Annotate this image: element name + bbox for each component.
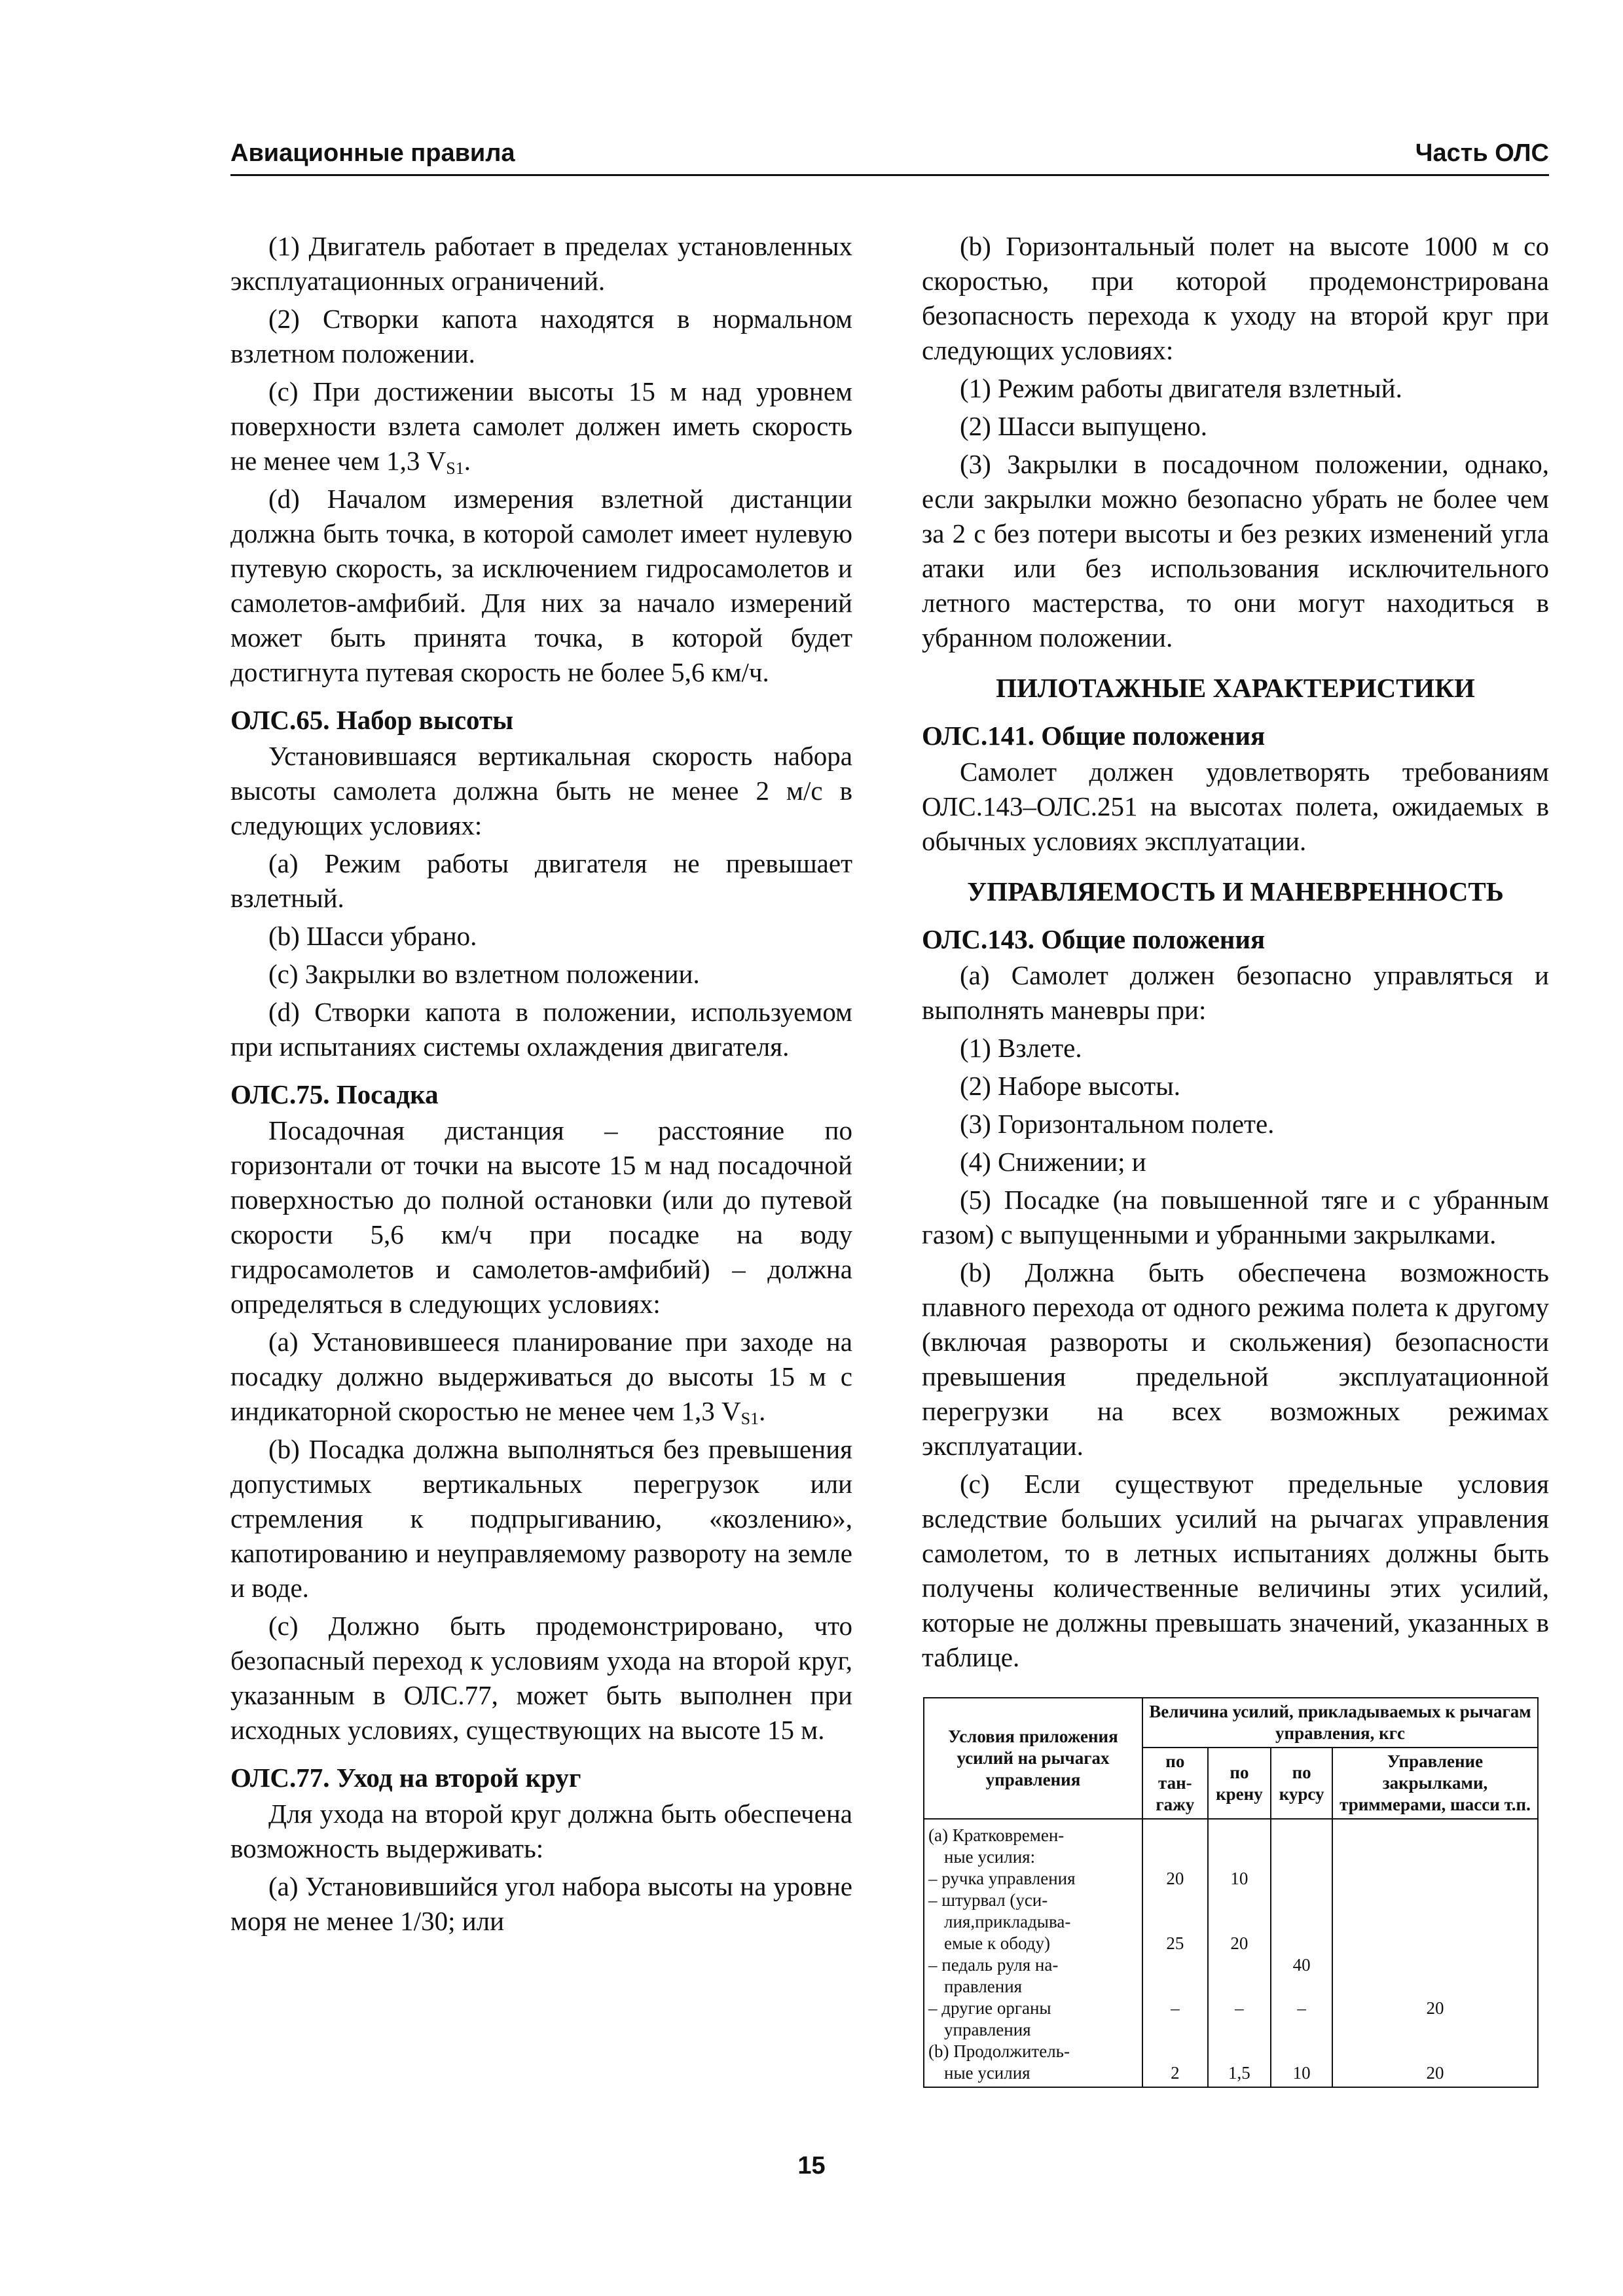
- table-empty-line: [1213, 1825, 1267, 1846]
- table-condition-line: – другие органы: [928, 1998, 1051, 2018]
- paragraph: (3) Закрылки в посадочном положении, однако, если закрылки можно безопасно убрать не более чем за 2 с без потери высоты и без резких изменений угла атаки или без использования исключительного летного мастерства, то они могут находиться в убранном положении.: [922, 449, 1549, 653]
- paragraph: (b) Горизонтальный полет на высоте 1000 м со скоростью, при которой продемонстрирована безопасность перехода к уходу на второй круг при следующих условиях:: [922, 231, 1549, 365]
- table-condition-line: правления: [944, 1977, 1023, 1996]
- table-empty-line: [1147, 1846, 1203, 1868]
- table-empty-line: [1213, 1846, 1267, 1868]
- paragraph: (a) Режим работы двигателя не превышает взлетный.: [230, 848, 852, 913]
- paragraph: Установившаяся вертикальная скорость набора высоты самолета должна быть не менее 2 м/с в следующих условиях:: [230, 741, 852, 840]
- table-empty-line: [1337, 1976, 1533, 1998]
- table-condition-line: лия,прикладыва-: [944, 1912, 1071, 1931]
- table-value-roll: 1,5: [1228, 2063, 1250, 2083]
- page-header: [230, 136, 1549, 176]
- table-empty-line: [1213, 2019, 1267, 2041]
- table-condition-line: – педаль руля на-: [928, 1955, 1059, 1975]
- table-empty-line: [1337, 1846, 1533, 1868]
- table-empty-line: [1337, 2041, 1533, 2062]
- table-empty-line: [1213, 1911, 1267, 1933]
- table-condition-line: ные усилия: [944, 2063, 1030, 2083]
- chapter-heading-controllability: УПРАВЛЯЕМОСТЬ И МАНЕВРЕННОСТЬ: [967, 876, 1504, 906]
- table-header-other: Управление закрылками, триммерами, шасси т.п.: [1332, 1748, 1538, 1819]
- pitch-values-cell: [1142, 1819, 1208, 2087]
- table-condition-line: – штурвал (уси-: [928, 1890, 1048, 1910]
- section-heading-ols-77: ОЛС.77. Уход на второй круг: [230, 1763, 581, 1793]
- table-header-conditions: Условия приложения усилий на рычагах управления: [924, 1698, 1142, 1819]
- table-condition-line: (b) Продолжитель-: [928, 2041, 1070, 2061]
- table-body-row: [924, 1819, 1538, 2087]
- paragraph: (1) Режим работы двигателя взлетный.: [960, 373, 1402, 403]
- table-header-yaw: по курсу: [1271, 1748, 1332, 1819]
- table-empty-line: [1213, 1976, 1267, 1998]
- table-value-pitch: 2: [1171, 2063, 1180, 2083]
- table-value-yaw: –: [1297, 1998, 1306, 2018]
- table-empty-line: [1213, 1954, 1267, 1976]
- table-empty-line: [1147, 2019, 1203, 2041]
- table-condition-line: ные усилия:: [944, 1847, 1036, 1867]
- paragraph: (d) Началом измерения взлетной дистанции должна быть точка, в которой самолет имеет нулевую путевую скорость, за исключением гидросамолетов и самолетов-амфибий. Для них за начало измерений может быть принята точка, в которой будет достигнута путевая скорость не более 5,6 км/ч.: [230, 484, 852, 687]
- section-heading-ols-65: ОЛС.65. Набор высоты: [230, 705, 514, 735]
- table-empty-line: [1275, 1976, 1328, 1998]
- table-empty-line: [1337, 1933, 1533, 1954]
- table-condition-line: емые к ободу): [944, 1933, 1050, 1953]
- header-title: Авиационные правила: [230, 139, 515, 167]
- table-condition-line: – ручка управления: [928, 1869, 1076, 1888]
- paragraph: (a) Самолет должен безопасно управляться и выполнять маневры при:: [922, 960, 1549, 1025]
- table-empty-line: [1275, 1933, 1328, 1954]
- yaw-values-cell: [1271, 1819, 1332, 2087]
- table-empty-line: [1275, 1846, 1328, 1868]
- table-empty-line: [1147, 1911, 1203, 1933]
- table-empty-line: [1275, 1868, 1328, 1890]
- section-heading-ols-143: ОЛС.143. Общие положения: [922, 924, 1266, 954]
- paragraph: (c) Закрылки во взлетном положении.: [268, 959, 700, 989]
- table-empty-line: [1147, 1976, 1203, 1998]
- paragraph: (b) Шасси убрано.: [268, 921, 477, 951]
- left-column: [230, 229, 852, 1942]
- table-empty-line: [1213, 2041, 1267, 2062]
- paragraph: (5) Посадке (на повышенной тяге и с убранным газом) с выпущенными и убранными закрылками.: [922, 1185, 1549, 1249]
- paragraph: (3) Горизонтальном полете.: [960, 1109, 1275, 1139]
- table-header-pitch: по тан-гажу: [1142, 1748, 1208, 1819]
- paragraph: (a) Установившееся планирование при заходе на посадку должно выдерживаться до высоты 15 м с индикаторной скоростью не менее чем 1,3 $V_{S1}$.: [230, 1327, 852, 1428]
- chapter-heading-pilot-characteristics: ПИЛОТАЖНЫЕ ХАРАКТЕРИСТИКИ: [996, 673, 1475, 703]
- table-empty-line: [1275, 1825, 1328, 1846]
- paragraph: (1) Взлете.: [960, 1033, 1082, 1063]
- table-value-roll: –: [1235, 1998, 1244, 2018]
- table-empty-line: [1337, 1911, 1533, 1933]
- table-empty-line: [1337, 1890, 1533, 1911]
- page-number: 15: [797, 2152, 826, 2179]
- table-empty-line: [1147, 1825, 1203, 1846]
- paragraph: (2) Шасси выпущено.: [960, 411, 1208, 441]
- table-empty-line: [1275, 1890, 1328, 1911]
- table-empty-line: [1275, 2041, 1328, 2062]
- paragraph: (c) При достижении высоты 15 м над уровнем поверхности взлета самолет должен иметь скорость не менее чем 1,3 $V_{S1}$.: [230, 376, 852, 478]
- table-empty-line: [1213, 1890, 1267, 1911]
- paragraph: (b) Должна быть обеспечена возможность плавного перехода от одного режима полета к другому (включая развороты и скольжения) безопасности превышения предельной эксплуатационной перегрузки на всех возможных режимах эксплуатации.: [922, 1257, 1549, 1461]
- paragraph: (2) Наборе высоты.: [960, 1071, 1180, 1101]
- paragraph: (c) Должно быть продемонстрировано, что безопасный переход к условиям ухода на второй круг, указанным в ОЛС.77, может быть выполнен при исходных условиях, существующих на высоте 15 м.: [230, 1611, 852, 1745]
- table-empty-line: [1147, 2041, 1203, 2062]
- table-empty-line: [1147, 1890, 1203, 1911]
- paragraph: (4) Снижении; и: [960, 1147, 1146, 1177]
- table-empty-line: [1337, 1825, 1533, 1846]
- paragraph: (1) Двигатель работает в пределах установленных эксплуатационных ограничений.: [230, 231, 852, 296]
- table-value-pitch: 20: [1166, 1869, 1184, 1888]
- table-value-pitch: –: [1171, 1998, 1180, 2018]
- control-forces-table: [923, 1697, 1539, 2088]
- table-value-other: 20: [1426, 1998, 1444, 2018]
- table-value-yaw: 10: [1292, 2063, 1311, 2083]
- header-part: Часть ОЛС: [1415, 139, 1549, 167]
- roll-values-cell: [1208, 1819, 1271, 2087]
- paragraph: (c) Если существуют предельные условия вследствие больших усилий на рычагах управления самолетом, то в летных испытаниях должны быть получены количественные величины этих усилий, которые не должны превышать значений, указанных в таблице.: [922, 1469, 1549, 1672]
- section-heading-ols-141: ОЛС.141. Общие положения: [922, 721, 1266, 751]
- table-condition-line: управления: [944, 2020, 1031, 2039]
- table-empty-line: [1147, 1954, 1203, 1976]
- table-value-other: 20: [1426, 2063, 1444, 2083]
- table-empty-line: [1337, 2019, 1533, 2041]
- paragraph: Для ухода на второй круг должна быть обеспечена возможность выдерживать:: [230, 1799, 852, 1863]
- section-heading-ols-75: ОЛС.75. Посадка: [230, 1079, 439, 1109]
- paragraph: Самолет должен удовлетворять требованиям ОЛС.143–ОЛС.251 на высотах полета, ожидаемых в обычных условиях эксплуатации.: [922, 757, 1549, 856]
- table-empty-line: [1337, 1954, 1533, 1976]
- table-empty-line: [1337, 1868, 1533, 1890]
- table-value-roll: 10: [1230, 1869, 1249, 1888]
- paragraph: (b) Посадка должна выполняться без превышения допустимых вертикальных перегрузок или стремления к подпрыгиванию, «козлению», капотированию и неуправляемому развороту на земле и воде.: [230, 1434, 852, 1603]
- table-value-yaw: 40: [1292, 1955, 1311, 1975]
- table-header-forces: Величина усилий, прикладываемых к рычагам управления, кгс: [1142, 1698, 1538, 1748]
- table-empty-line: [1275, 1911, 1328, 1933]
- table-empty-line: [1275, 2019, 1328, 2041]
- paragraph: (2) Створки капота находятся в нормальном взлетном положении.: [230, 304, 852, 368]
- conditions-cell: [924, 1819, 1142, 2087]
- paragraph: Посадочная дистанция – расстояние по горизонтали от точки на высоте 15 м над посадочной поверхностью до полной остановки (или до путевой скорости 5,6 км/ч при посадке на воду гидросамолетов и самолетов-амфибий) – должна определяться в следующих условиях:: [230, 1115, 852, 1319]
- paragraph: (a) Установившийся угол набора высоты на уровне моря не менее 1/30; или: [230, 1871, 852, 1936]
- other-values-cell: [1332, 1819, 1538, 2087]
- table-value-roll: 20: [1230, 1933, 1249, 1953]
- paragraph: (d) Створки капота в положении, используемом при испытаниях системы охлаждения двигателя.: [230, 997, 852, 1062]
- table-value-pitch: 25: [1166, 1933, 1184, 1953]
- right-column: [922, 229, 1549, 2088]
- table-header-roll: по крену: [1208, 1748, 1271, 1819]
- table-condition-line: (a) Кратковремен-: [928, 1825, 1065, 1845]
